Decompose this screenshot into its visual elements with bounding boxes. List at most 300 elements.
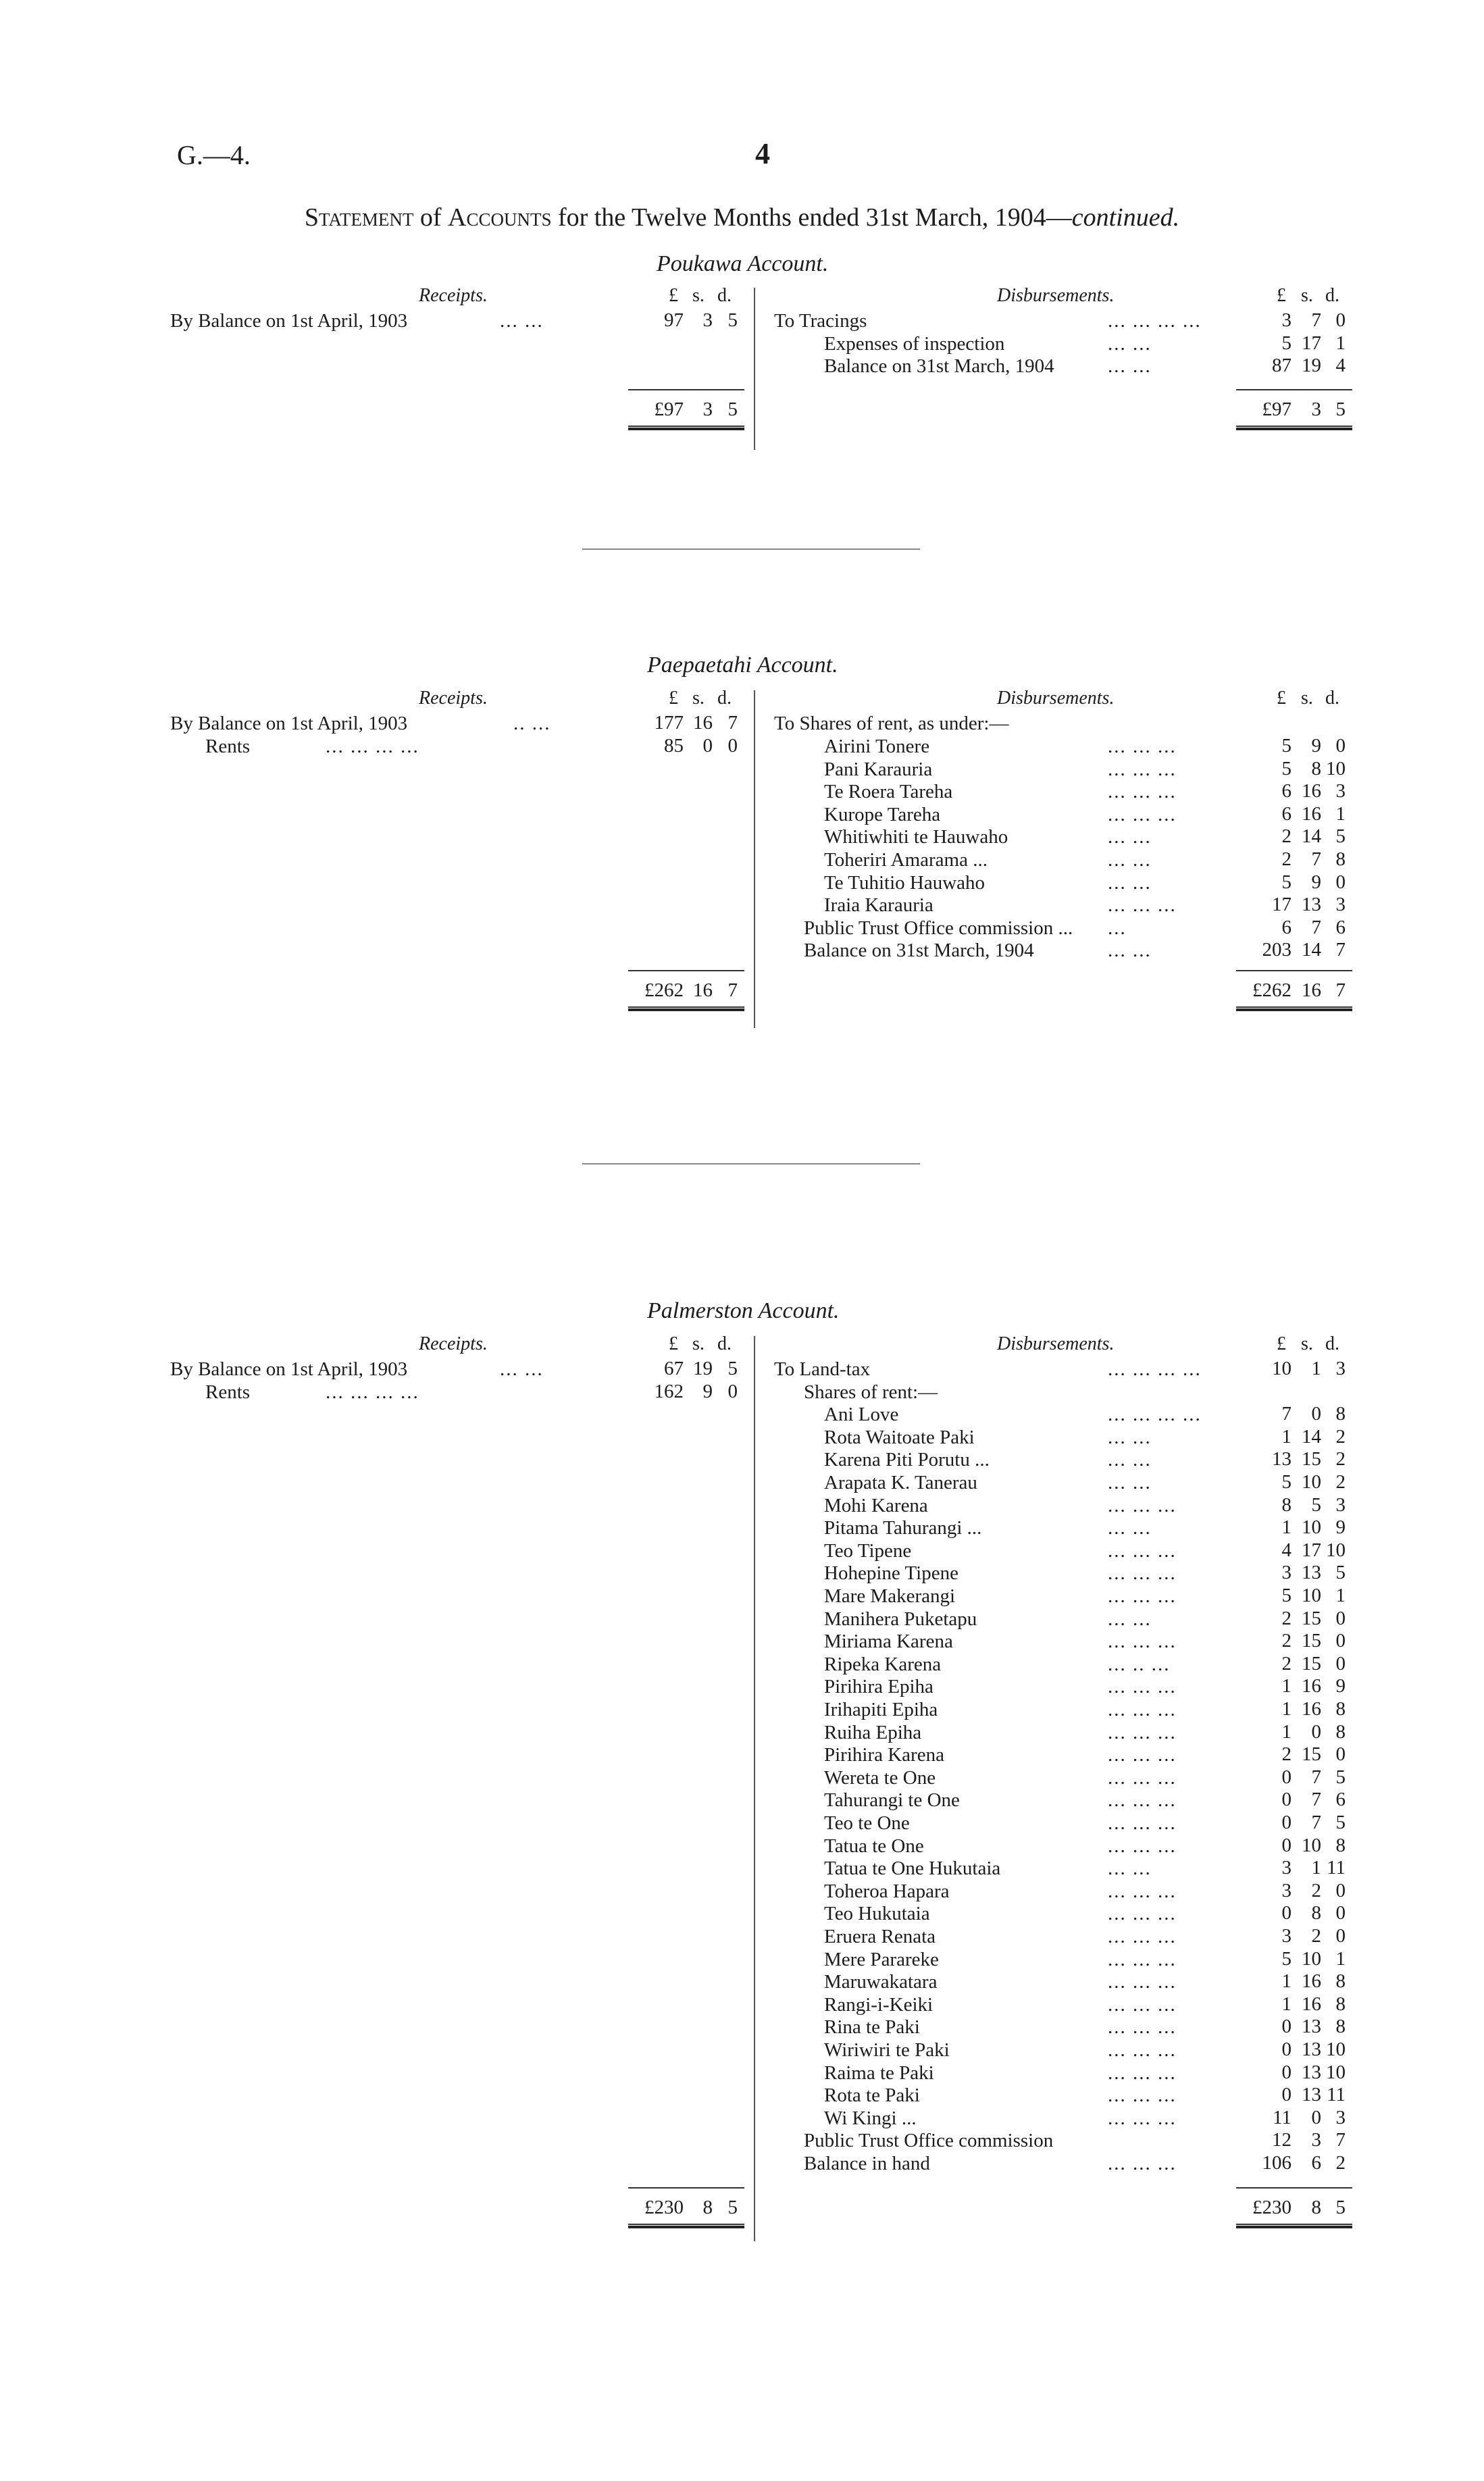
total-rule bbox=[628, 389, 744, 390]
pounds-value: 1 bbox=[1281, 1675, 1291, 1697]
receipt-dots: ... ... bbox=[500, 1358, 544, 1380]
shillings-value: 10 bbox=[1302, 1834, 1321, 1856]
pounds-value: 11 bbox=[1273, 2106, 1291, 2128]
disbursement-label: Balance on 31st March, 1904 bbox=[804, 940, 1034, 962]
disbursement-label: Toheroa Hapara bbox=[824, 1880, 950, 1902]
disbursement-dots: ... ... bbox=[1108, 940, 1152, 962]
pence-value: 11 bbox=[1327, 2084, 1346, 2106]
pence-value: 2 bbox=[1335, 2152, 1346, 2174]
pence-value: 0 bbox=[1335, 1902, 1346, 1924]
disbursement-label: Ani Love bbox=[824, 1404, 899, 1426]
shillings-value: 3 bbox=[702, 399, 713, 420]
disbursement-label: Tahurangi te One bbox=[824, 1789, 960, 1812]
total-double-rule bbox=[628, 1006, 744, 1011]
disbursement-dots: ... ... ... bbox=[1108, 2153, 1177, 2174]
shillings-value: 16 bbox=[1302, 802, 1321, 825]
section-divider bbox=[582, 548, 920, 550]
disbursement-dots: ... ... bbox=[1108, 355, 1152, 378]
shillings-value: 9 bbox=[1311, 871, 1321, 893]
shillings-value: 1 bbox=[1311, 1857, 1321, 1879]
receipt-label: By Balance on 1st April, 1903 bbox=[170, 310, 408, 332]
pounds-value: 3 bbox=[1281, 1857, 1291, 1879]
shillings-value: 19 bbox=[1302, 355, 1321, 377]
shillings-value: 16 bbox=[1302, 780, 1321, 802]
disbursement-dots: ... ... bbox=[1108, 332, 1152, 355]
disbursement-dots: ... ... ... bbox=[1108, 1880, 1177, 1902]
pence-value: 0 bbox=[1335, 1925, 1346, 1947]
disbursement-intro: To Shares of rent, as under:— bbox=[774, 713, 1009, 734]
disbursement-dots: ... bbox=[1108, 917, 1127, 939]
receipts-heading: Receipts. bbox=[419, 1333, 488, 1354]
total-rule bbox=[1236, 389, 1352, 390]
receipt-dots: .. ... bbox=[513, 713, 551, 734]
shillings-value: 6 bbox=[1311, 2152, 1321, 2174]
pence-value: 10 bbox=[1326, 1539, 1346, 1561]
pence-value: 3 bbox=[1335, 780, 1346, 802]
pounds-value: 10 bbox=[1272, 1358, 1291, 1379]
pounds-value: 1 bbox=[1281, 1516, 1291, 1539]
disbursement-label: Teo te One bbox=[824, 1812, 910, 1834]
pence-value: 8 bbox=[1335, 2016, 1346, 2038]
shillings-value: 13 bbox=[1302, 2061, 1321, 2083]
shillings-value: 0 bbox=[702, 734, 713, 757]
pence-value: 7 bbox=[1335, 979, 1346, 1001]
shillings-value: 13 bbox=[1302, 2016, 1321, 2038]
column-divider bbox=[754, 690, 755, 1028]
pence-value: 0 bbox=[1335, 1607, 1346, 1629]
disbursement-dots: ... ... ... bbox=[1108, 1494, 1177, 1516]
pence-value: 0 bbox=[1335, 1879, 1346, 1901]
pounds-value: 6 bbox=[1281, 802, 1291, 825]
shillings-value: 13 bbox=[1302, 2039, 1321, 2060]
pence-value: 0 bbox=[1335, 309, 1346, 331]
disbursement-dots: ... ... ... bbox=[1108, 894, 1177, 917]
pounds-value: £262 bbox=[1252, 979, 1291, 1001]
total-rule bbox=[1236, 970, 1352, 971]
pence-value: 9 bbox=[1335, 1516, 1346, 1539]
document-reference: G.—4. bbox=[177, 140, 251, 170]
pence-value: 8 bbox=[1335, 1698, 1346, 1720]
disbursement-dots: ... ... ... bbox=[1108, 1993, 1177, 2016]
shillings-value: 15 bbox=[1302, 1743, 1321, 1766]
pounds-value: 2 bbox=[1281, 825, 1291, 848]
pounds-value: 0 bbox=[1281, 1789, 1291, 1811]
disbursement-dots: ... ... ... bbox=[1108, 1835, 1177, 1857]
total-double-rule bbox=[1236, 2224, 1352, 2228]
pence-value: 8 bbox=[1335, 1834, 1346, 1856]
shillings-value: 10 bbox=[1302, 1585, 1321, 1606]
disbursement-dots: ... ... ... bbox=[1108, 2084, 1177, 2107]
shillings-value: 13 bbox=[1302, 894, 1321, 916]
page-title bbox=[0, 203, 1484, 232]
disbursement-label: To Tracings bbox=[774, 310, 867, 332]
disbursement-label: Karena Piti Porutu ... bbox=[824, 1449, 990, 1471]
shillings-value: 7 bbox=[1311, 1812, 1321, 1833]
disbursement-label: Balance in hand bbox=[804, 2153, 930, 2174]
disbursements-heading: Disbursements. bbox=[997, 285, 1115, 306]
shillings-value: 7 bbox=[1311, 1766, 1321, 1788]
pounds-value: 5 bbox=[1281, 1471, 1291, 1493]
shillings-value: 2 bbox=[1311, 1879, 1321, 1901]
pence-value: 7 bbox=[1335, 939, 1346, 961]
pound-symbol: £ bbox=[669, 688, 678, 709]
shillings-value: 3 bbox=[1311, 2129, 1321, 2151]
pence-value: 5 bbox=[1335, 1562, 1346, 1584]
total-rule bbox=[1236, 2187, 1352, 2189]
disbursement-dots: ... ... ... ... bbox=[1108, 310, 1202, 332]
disbursement-dots: ... ... bbox=[1108, 1426, 1152, 1448]
title-continued: continued. bbox=[1071, 203, 1180, 232]
disbursement-label: Raima te Paki bbox=[824, 2062, 934, 2084]
pounds-value: 3 bbox=[1281, 1925, 1291, 1947]
pence-value: 3 bbox=[1335, 1493, 1346, 1516]
disbursement-label: Irihapiti Epiha bbox=[824, 1699, 938, 1720]
pounds-value: 97 bbox=[664, 309, 684, 331]
title-of: of bbox=[419, 203, 442, 232]
pence-value: 1 bbox=[1335, 1947, 1346, 1970]
pounds-value: 5 bbox=[1281, 757, 1291, 779]
receipts-heading: Receipts. bbox=[419, 688, 488, 709]
shillings-value: 14 bbox=[1302, 825, 1321, 848]
shilling-symbol: s. bbox=[692, 285, 705, 306]
pence-symbol: d. bbox=[1325, 285, 1339, 306]
pence-value: 8 bbox=[1335, 1993, 1346, 2015]
shillings-value: 14 bbox=[1302, 939, 1321, 961]
pence-value: 8 bbox=[1335, 1970, 1346, 1993]
pounds-value: £262 bbox=[644, 979, 684, 1001]
disbursement-label: Mohi Karena bbox=[824, 1494, 928, 1516]
shillings-value: 15 bbox=[1302, 1630, 1321, 1652]
pounds-value: 0 bbox=[1281, 2061, 1291, 2083]
shillings-value: 17 bbox=[1302, 1539, 1321, 1561]
pounds-value: 0 bbox=[1281, 1834, 1291, 1856]
shillings-value: 17 bbox=[1302, 332, 1321, 354]
pounds-value: 2 bbox=[1281, 1743, 1291, 1766]
pence-value: 5 bbox=[727, 399, 738, 420]
total-rule bbox=[628, 970, 744, 971]
shillings-value: 7 bbox=[1311, 1789, 1321, 1811]
account-title: Poukawa Account. bbox=[657, 251, 829, 276]
pence-value: 11 bbox=[1327, 1857, 1346, 1879]
disbursement-label: Rota Waitoate Paki bbox=[824, 1426, 975, 1448]
pound-symbol: £ bbox=[1277, 285, 1286, 306]
disbursement-dots: ... ... bbox=[1108, 849, 1152, 871]
pence-value: 10 bbox=[1326, 2039, 1346, 2060]
disbursement-dots: ... ... ... bbox=[1108, 2016, 1177, 2039]
shillings-value: 16 bbox=[1302, 1970, 1321, 1993]
shillings-value: 8 bbox=[1311, 1902, 1321, 1924]
shilling-symbol: s. bbox=[1301, 688, 1313, 709]
disbursement-label: Mere Parareke bbox=[824, 1948, 939, 1970]
pounds-value: 0 bbox=[1281, 1766, 1291, 1788]
pence-value: 6 bbox=[1335, 916, 1346, 938]
disbursement-label: Wereta te One bbox=[824, 1766, 936, 1789]
disbursement-dots: ... ... bbox=[1108, 871, 1152, 894]
land-tax-label: To Land-tax bbox=[774, 1358, 871, 1380]
title-statement: Statement bbox=[304, 203, 414, 232]
shilling-symbol: s. bbox=[1301, 1333, 1313, 1354]
disbursement-dots: ... ... ... bbox=[1108, 1562, 1177, 1585]
receipts-heading: Receipts. bbox=[419, 285, 488, 306]
shillings-value: 16 bbox=[1302, 1675, 1321, 1697]
shillings-value: 16 bbox=[1302, 1993, 1321, 2015]
disbursement-dots: ... ... ... bbox=[1108, 2039, 1177, 2061]
shillings-value: 1 bbox=[1311, 1358, 1321, 1379]
pence-value: 8 bbox=[1335, 1403, 1346, 1425]
disbursement-dots: ... ... bbox=[1108, 826, 1152, 848]
pounds-value: 177 bbox=[654, 712, 684, 734]
pounds-value: 3 bbox=[1281, 309, 1291, 331]
pounds-value: 0 bbox=[1281, 1812, 1291, 1833]
disbursement-label: Balance on 31st March, 1904 bbox=[824, 355, 1054, 378]
disbursement-dots: ... ... ... bbox=[1108, 1631, 1177, 1653]
pounds-value: 12 bbox=[1272, 2129, 1291, 2151]
disbursement-dots: ... ... ... bbox=[1108, 1585, 1177, 1607]
shillings-value: 0 bbox=[1311, 1403, 1321, 1425]
pence-value: 1 bbox=[1335, 332, 1346, 354]
disbursement-label: Miriama Karena bbox=[824, 1631, 953, 1653]
disbursements-heading: Disbursements. bbox=[997, 1333, 1115, 1354]
disbursement-label: Whitiwhiti te Hauwaho bbox=[824, 826, 1008, 848]
shillings-value: 8 bbox=[1311, 2197, 1321, 2218]
pounds-value: 3 bbox=[1281, 1562, 1291, 1584]
shillings-value: 3 bbox=[1311, 399, 1321, 420]
shillings-value: 3 bbox=[702, 309, 713, 331]
pence-value: 1 bbox=[1335, 1585, 1346, 1606]
disbursement-label: Mare Makerangi bbox=[824, 1585, 956, 1607]
pounds-value: £230 bbox=[644, 2197, 684, 2218]
receipt-label: Rents bbox=[205, 1381, 251, 1403]
pence-value: 3 bbox=[1335, 2106, 1346, 2128]
pence-value: 0 bbox=[727, 1380, 738, 1402]
pounds-value: 1 bbox=[1281, 1425, 1291, 1448]
disbursement-dots: ... ... bbox=[1108, 1858, 1152, 1880]
total-double-rule bbox=[628, 2224, 744, 2228]
pence-value: 5 bbox=[1335, 2197, 1346, 2218]
shillings-value: 7 bbox=[1311, 916, 1321, 938]
disbursement-label: Pitama Tahurangi ... bbox=[824, 1517, 982, 1539]
shillings-value: 10 bbox=[1302, 1471, 1321, 1493]
disbursement-dots: ... ... ... bbox=[1108, 1539, 1177, 1562]
pounds-value: 87 bbox=[1272, 355, 1291, 377]
column-divider bbox=[754, 1336, 755, 2241]
disbursement-dots: ... ... bbox=[1108, 1517, 1152, 1539]
disbursement-dots: ... ... ... bbox=[1108, 736, 1177, 757]
total-double-rule bbox=[628, 426, 744, 430]
disbursement-dots: ... ... ... bbox=[1108, 803, 1177, 825]
disbursement-label: Tatua te One Hukutaia bbox=[824, 1858, 1001, 1880]
disbursement-label: Wiriwiri te Paki bbox=[824, 2039, 950, 2061]
pounds-value: 67 bbox=[664, 1358, 684, 1379]
pounds-value: £97 bbox=[1262, 399, 1291, 420]
pence-value: 5 bbox=[1335, 825, 1346, 848]
disbursement-label: Ruiha Epiha bbox=[824, 1721, 922, 1743]
pence-value: 0 bbox=[1335, 1743, 1346, 1766]
disbursement-dots: ... ... ... bbox=[1108, 1812, 1177, 1834]
shillings-value: 2 bbox=[1311, 1925, 1321, 1947]
total-rule bbox=[628, 2187, 744, 2189]
pence-value: 3 bbox=[1335, 894, 1346, 916]
disbursement-label: Airini Tonere bbox=[824, 736, 930, 757]
receipt-dots: ... ... ... ... bbox=[326, 1381, 419, 1403]
pounds-value: 4 bbox=[1281, 1539, 1291, 1561]
disbursement-label: Wi Kingi ... bbox=[824, 2107, 917, 2129]
pound-symbol: £ bbox=[1277, 1333, 1286, 1354]
disbursement-dots: ... ... ... ... bbox=[1108, 1404, 1202, 1426]
shillings-value: 9 bbox=[1311, 735, 1321, 757]
pound-symbol: £ bbox=[669, 1333, 678, 1354]
pounds-value: 7 bbox=[1281, 1403, 1291, 1425]
shillings-value: 15 bbox=[1302, 1652, 1321, 1674]
pounds-value: 6 bbox=[1281, 916, 1291, 938]
pounds-value: 203 bbox=[1262, 939, 1291, 961]
disbursement-label: Te Roera Tareha bbox=[824, 781, 953, 803]
disbursement-label: Tatua te One bbox=[824, 1835, 924, 1857]
disbursements-heading: Disbursements. bbox=[997, 688, 1115, 709]
disbursement-dots: ... ... ... bbox=[1108, 781, 1177, 803]
pounds-value: 2 bbox=[1281, 1607, 1291, 1629]
shillings-value: 16 bbox=[693, 712, 713, 734]
pence-symbol: d. bbox=[717, 1333, 732, 1354]
shillings-value: 13 bbox=[1302, 2084, 1321, 2106]
pounds-value: 6 bbox=[1281, 780, 1291, 802]
receipt-label: By Balance on 1st April, 1903 bbox=[170, 1358, 408, 1380]
pounds-value: 106 bbox=[1262, 2152, 1291, 2174]
pence-value: 10 bbox=[1326, 757, 1346, 779]
pound-symbol: £ bbox=[669, 285, 678, 306]
pounds-value: 1 bbox=[1281, 1970, 1291, 1993]
disbursement-label: Kurope Tareha bbox=[824, 803, 941, 825]
pence-value: 5 bbox=[1335, 399, 1346, 420]
pounds-value: 5 bbox=[1281, 1947, 1291, 1970]
shillings-value: 16 bbox=[1302, 1698, 1321, 1720]
shillings-value: 15 bbox=[1302, 1607, 1321, 1629]
disbursement-label: Iraia Karauria bbox=[824, 894, 933, 917]
pounds-value: 17 bbox=[1272, 894, 1291, 916]
pounds-value: 162 bbox=[654, 1380, 684, 1402]
disbursement-label: Rota te Paki bbox=[824, 2084, 920, 2107]
title-accounts: Accounts bbox=[448, 203, 552, 232]
shillings-value: 8 bbox=[702, 2197, 713, 2218]
account-title: Paepaetahi Account. bbox=[647, 653, 838, 677]
disbursement-label: Hohepine Tipene bbox=[824, 1562, 958, 1585]
pence-value: 10 bbox=[1326, 2061, 1346, 2083]
pounds-value: 5 bbox=[1281, 735, 1291, 757]
disbursement-label: Expenses of inspection bbox=[824, 332, 1005, 355]
receipt-dots: ... ... bbox=[500, 310, 544, 332]
receipt-dots: ... ... ... ... bbox=[326, 735, 419, 757]
pence-value: 2 bbox=[1335, 1471, 1346, 1493]
shillings-value: 16 bbox=[693, 979, 713, 1001]
disbursement-dots: ... ... ... bbox=[1108, 1676, 1177, 1698]
pounds-value: 0 bbox=[1281, 2016, 1291, 2038]
receipt-label: By Balance on 1st April, 1903 bbox=[170, 713, 408, 734]
disbursement-label: Arapata K. Tanerau bbox=[824, 1472, 977, 1493]
pounds-value: 13 bbox=[1272, 1448, 1291, 1470]
pounds-value: £230 bbox=[1252, 2197, 1291, 2218]
disbursement-label: Teo Hukutaia bbox=[824, 1903, 930, 1925]
shillings-value: 5 bbox=[1311, 1493, 1321, 1516]
disbursement-dots: ... ... ... bbox=[1108, 2062, 1177, 2084]
pounds-value: 0 bbox=[1281, 2084, 1291, 2106]
receipt-label: Rents bbox=[205, 735, 251, 757]
shillings-value: 8 bbox=[1311, 757, 1321, 779]
pence-value: 7 bbox=[727, 979, 738, 1001]
shillings-value: 16 bbox=[1302, 979, 1321, 1001]
pounds-value: 2 bbox=[1281, 848, 1291, 870]
shillings-value: 14 bbox=[1302, 1425, 1321, 1448]
disbursement-label: Maruwakatara bbox=[824, 1971, 938, 1993]
pence-value: 1 bbox=[1335, 802, 1346, 825]
pence-value: 0 bbox=[1335, 1630, 1346, 1652]
pence-value: 5 bbox=[1335, 1812, 1346, 1833]
pence-value: 7 bbox=[1335, 2129, 1346, 2151]
pence-value: 2 bbox=[1335, 1448, 1346, 1470]
pence-value: 4 bbox=[1335, 355, 1346, 377]
shillings-value: 7 bbox=[1311, 848, 1321, 870]
shillings-value: 10 bbox=[1302, 1947, 1321, 1970]
pounds-value: 0 bbox=[1281, 2039, 1291, 2060]
disbursement-label: Pirihira Karena bbox=[824, 1744, 944, 1766]
pence-symbol: d. bbox=[1325, 1333, 1339, 1354]
disbursement-label: Public Trust Office commission ... bbox=[804, 917, 1073, 939]
shillings-value: 13 bbox=[1302, 1562, 1321, 1584]
disbursement-label: Toheriri Amarama ... bbox=[824, 849, 988, 871]
pence-value: 9 bbox=[1335, 1675, 1346, 1697]
pence-value: 7 bbox=[727, 712, 738, 734]
pence-value: 8 bbox=[1335, 848, 1346, 870]
disbursement-label: Ripeka Karena bbox=[824, 1653, 942, 1675]
disbursement-dots: ... ... ... bbox=[1108, 1766, 1177, 1789]
pence-value: 6 bbox=[1335, 1789, 1346, 1811]
disbursement-dots: ... .. ... bbox=[1108, 1653, 1171, 1675]
disbursement-dots: ... ... bbox=[1108, 1472, 1152, 1493]
pound-symbol: £ bbox=[1277, 688, 1286, 709]
disbursement-label: Public Trust Office commission bbox=[804, 2130, 1054, 2152]
pounds-value: 1 bbox=[1281, 1720, 1291, 1743]
pence-value: 0 bbox=[1335, 1652, 1346, 1674]
shillings-value: 7 bbox=[1311, 309, 1321, 331]
disbursement-dots: ... ... ... bbox=[1108, 1926, 1177, 1947]
pence-value: 8 bbox=[1335, 1720, 1346, 1743]
disbursement-label: Eruera Renata bbox=[824, 1926, 936, 1947]
pence-value: 0 bbox=[1335, 871, 1346, 893]
disbursement-dots: ... ... ... bbox=[1108, 1744, 1177, 1766]
disbursement-dots: ... ... bbox=[1108, 1449, 1152, 1471]
shilling-symbol: s. bbox=[692, 1333, 705, 1354]
disbursement-dots: ... ... ... bbox=[1108, 758, 1177, 780]
pence-symbol: d. bbox=[717, 688, 732, 709]
pounds-value: 5 bbox=[1281, 1585, 1291, 1606]
pounds-value: 85 bbox=[664, 734, 684, 757]
section-divider bbox=[582, 1163, 920, 1165]
shillings-value: 10 bbox=[1302, 1516, 1321, 1539]
pence-value: 5 bbox=[727, 309, 738, 331]
shillings-value: 15 bbox=[1302, 1448, 1321, 1470]
disbursement-dots: ... ... ... bbox=[1108, 1789, 1177, 1812]
disbursement-label: Te Tuhitio Hauwaho bbox=[824, 871, 986, 894]
pence-value: 3 bbox=[1335, 1358, 1346, 1379]
disbursement-dots: ... ... ... bbox=[1108, 1721, 1177, 1743]
disbursement-label: Manihera Puketapu bbox=[824, 1608, 977, 1630]
column-divider bbox=[754, 288, 755, 450]
disbursement-label: Pirihira Epiha bbox=[824, 1676, 933, 1698]
disbursement-dots: ... ... ... bbox=[1108, 1903, 1177, 1925]
shillings-value: 0 bbox=[1311, 2106, 1321, 2128]
pence-value: 5 bbox=[727, 1358, 738, 1379]
title-rest: for the Twelve Months ended 31st March, 1904— bbox=[557, 203, 1072, 232]
total-double-rule bbox=[1236, 1006, 1352, 1011]
